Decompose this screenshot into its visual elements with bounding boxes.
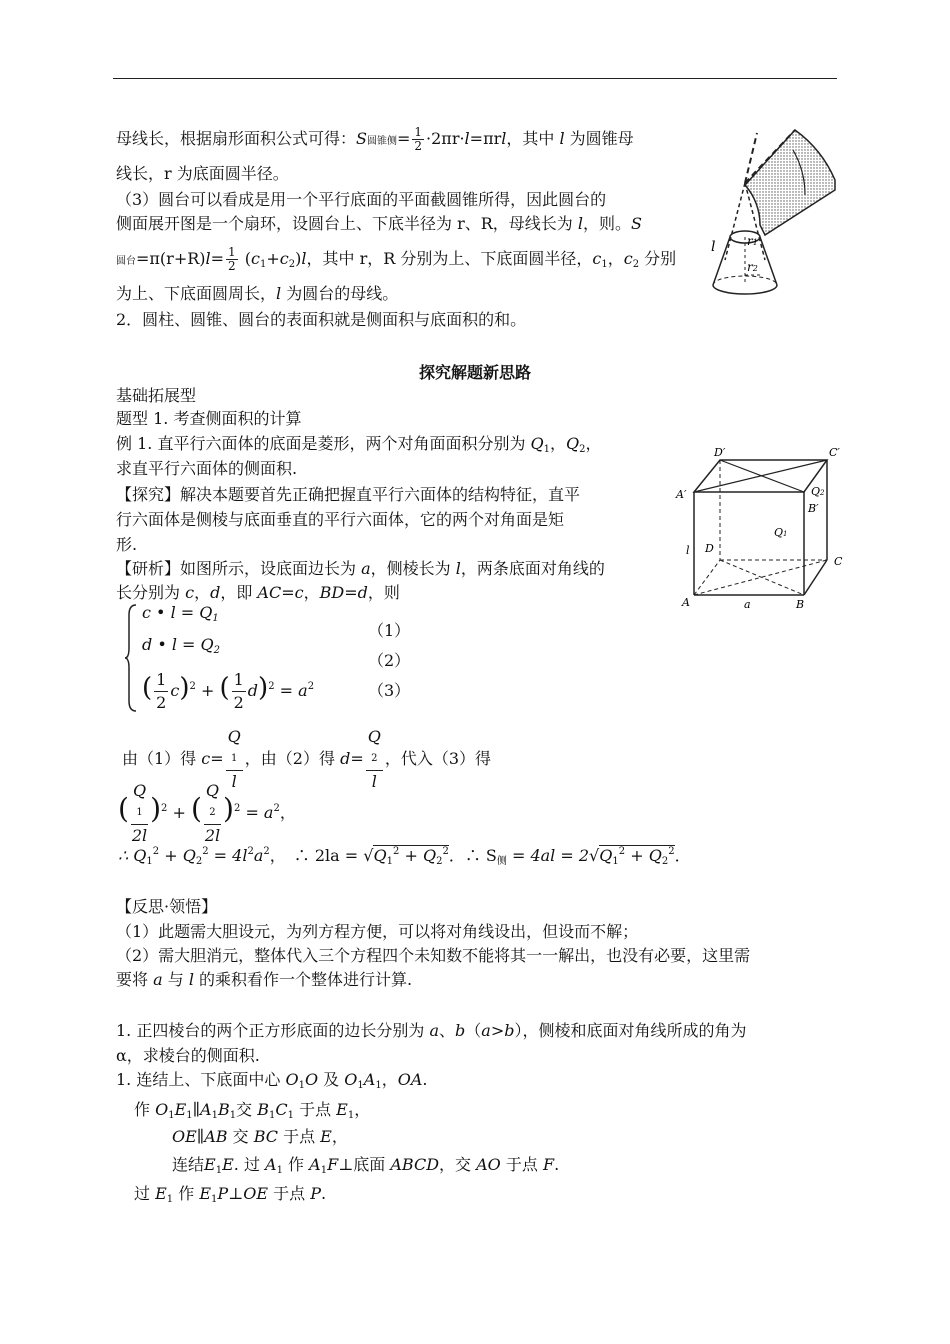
equation-5: ∴ $Q_1^2 + Q_2^2 = 4l^2a^2$， ∴ $2la = √Q_1^2 + Q_2^2$．∴ $S_侧 = 4al = 2√Q_1^2 + Q_2^2$． — [118, 846, 691, 867]
analysis-text: 【研析】如图所示，设底面边长为 a，侧棱长为 l，两条底面对角线的 — [116, 559, 605, 578]
reflect-text: （1）此题需大胆设元，为列方程方便，可以将对角线设出，但设而不解； — [116, 922, 639, 941]
example-text: 例 1. 直平行六面体的底面是菱形，两个对角面面积分别为 $Q_1$，$Q_2$， — [116, 434, 602, 455]
parallelepiped-figure — [672, 440, 852, 620]
reflect-heading: 【反思·领悟】 — [116, 897, 218, 916]
label-l: l — [711, 239, 716, 255]
header-rule — [113, 78, 837, 79]
label-C1: C′ — [829, 446, 840, 459]
explore-text: 【探究】解决本题要首先正确把握直平行六面体的结构特征，直平 — [116, 485, 581, 504]
text-line: （3）圆台可以看成是用一个平行底面的平面截圆锥所得，因此圆台的 — [116, 190, 607, 209]
section-title: 探究解题新思路 — [418, 363, 531, 382]
solution-line: 连结$E_1E$. 过 $A_1$ 作 $A_1F\perp$底面 ABCD，交 AO 于点 F. — [172, 1155, 560, 1176]
frustum-unfold-figure — [705, 125, 845, 300]
solution-line: 过 $E_1$ 作 $E_1P\perp OE$ 于点 P. — [134, 1184, 327, 1205]
label-Q1: Q1 — [774, 526, 788, 539]
system-brace — [124, 603, 138, 713]
problem-text: α，求棱台的侧面积. — [116, 1046, 260, 1065]
label-l: l — [686, 544, 690, 557]
label-B: B — [796, 598, 805, 611]
equation-number-1: （1） — [368, 621, 411, 640]
label-D: D — [705, 542, 714, 555]
label-a: a — [744, 598, 751, 611]
label-r1: r1 — [747, 234, 758, 248]
subheading: 基础拓展型 — [116, 386, 197, 405]
label-A: A — [682, 596, 690, 609]
label-A1: A′ — [676, 488, 687, 501]
analysis-text: 长分别为 c，d，即 AC=c，BD=d，则 — [116, 583, 400, 602]
label-D1: D′ — [714, 446, 726, 459]
reflect-text: （2）需大胆消元，整体代入三个方程四个未知数不能将其一一解出，也没有必要，这里需 — [116, 946, 751, 965]
text-line: 为上、下底面圆周长，l 为圆台的母线。 — [116, 284, 399, 303]
label-C: C — [834, 555, 843, 568]
label-Q2: Q2 — [811, 485, 825, 498]
equation-1: c • $l = Q_1$ — [142, 603, 219, 624]
equation-number-2: （2） — [368, 651, 411, 670]
derivation-line: 由（1）得 c= Q 1 l ，由（2）得 d= Q 2 l ，代入（3）得 — [122, 727, 492, 791]
solution-line: 作 $O_1E_1\parallel A_1B_1$交 $B_1C_1$ 于点 $E_1$， — [134, 1100, 371, 1121]
text-line: 2．圆柱、圆锥、圆台的表面积就是侧面积与底面积的和。 — [116, 310, 527, 329]
label-B1: B′ — [808, 502, 819, 515]
text-line: 线长，r 为底面圆半径。 — [116, 164, 289, 183]
formula-line-frustum: 圆台=π(r+R)l= $\frac{1}{2}$ $(c_1+c_2)l$，其中 r，R 分别为上、下底面圆半径，$c_1$，$c_2$ 分别 — [116, 245, 677, 273]
equation-4: ( Q 1 2l )$^2$ + ( Q 2 2l )$^2 = a^2$， — [118, 781, 296, 845]
formula-line-cone: 母线长，根据扇形面积公式可得：S圆锥侧= $\frac{1}{2}$ ·2πr·l=πrl，其中 l 为圆锥母 — [116, 125, 634, 153]
solution-line: 1. 连结上、下底面中心 $O_1O$ 及 $O_1A_1$，OA. — [116, 1070, 428, 1091]
label-r2: r2 — [747, 260, 758, 274]
equation-2: d • $l = Q_2$ — [142, 635, 221, 656]
explore-text: 行六面体是侧棱与底面垂直的平行六面体，它的两个对角面是矩 — [116, 510, 565, 529]
subheading: 题型 1. 考查侧面积的计算 — [116, 409, 302, 428]
equation-number-3: （3） — [368, 681, 411, 700]
solution-line: OE∥AB 交 BC 于点 E， — [172, 1127, 348, 1146]
example-text: 求直平行六面体的侧面积. — [116, 459, 298, 478]
equation-3: ( $\frac{1}{2}$ c)$^2$ + ( $\frac{1}{2}$ $d)^2 = a^2$ — [142, 670, 315, 712]
reflect-text: 要将 a 与 l 的乘积看作一个整体进行计算. — [116, 970, 413, 989]
explore-text: 形. — [116, 535, 138, 554]
problem-text: 1. 正四棱台的两个正方形底面的边长分别为 a、b（a>b），侧棱和底面对角线所成的角为 — [116, 1021, 747, 1040]
text-line: 侧面展开图是一个扇环，设圆台上、下底半径为 r、R，母线长为 l，则。S — [116, 214, 642, 233]
